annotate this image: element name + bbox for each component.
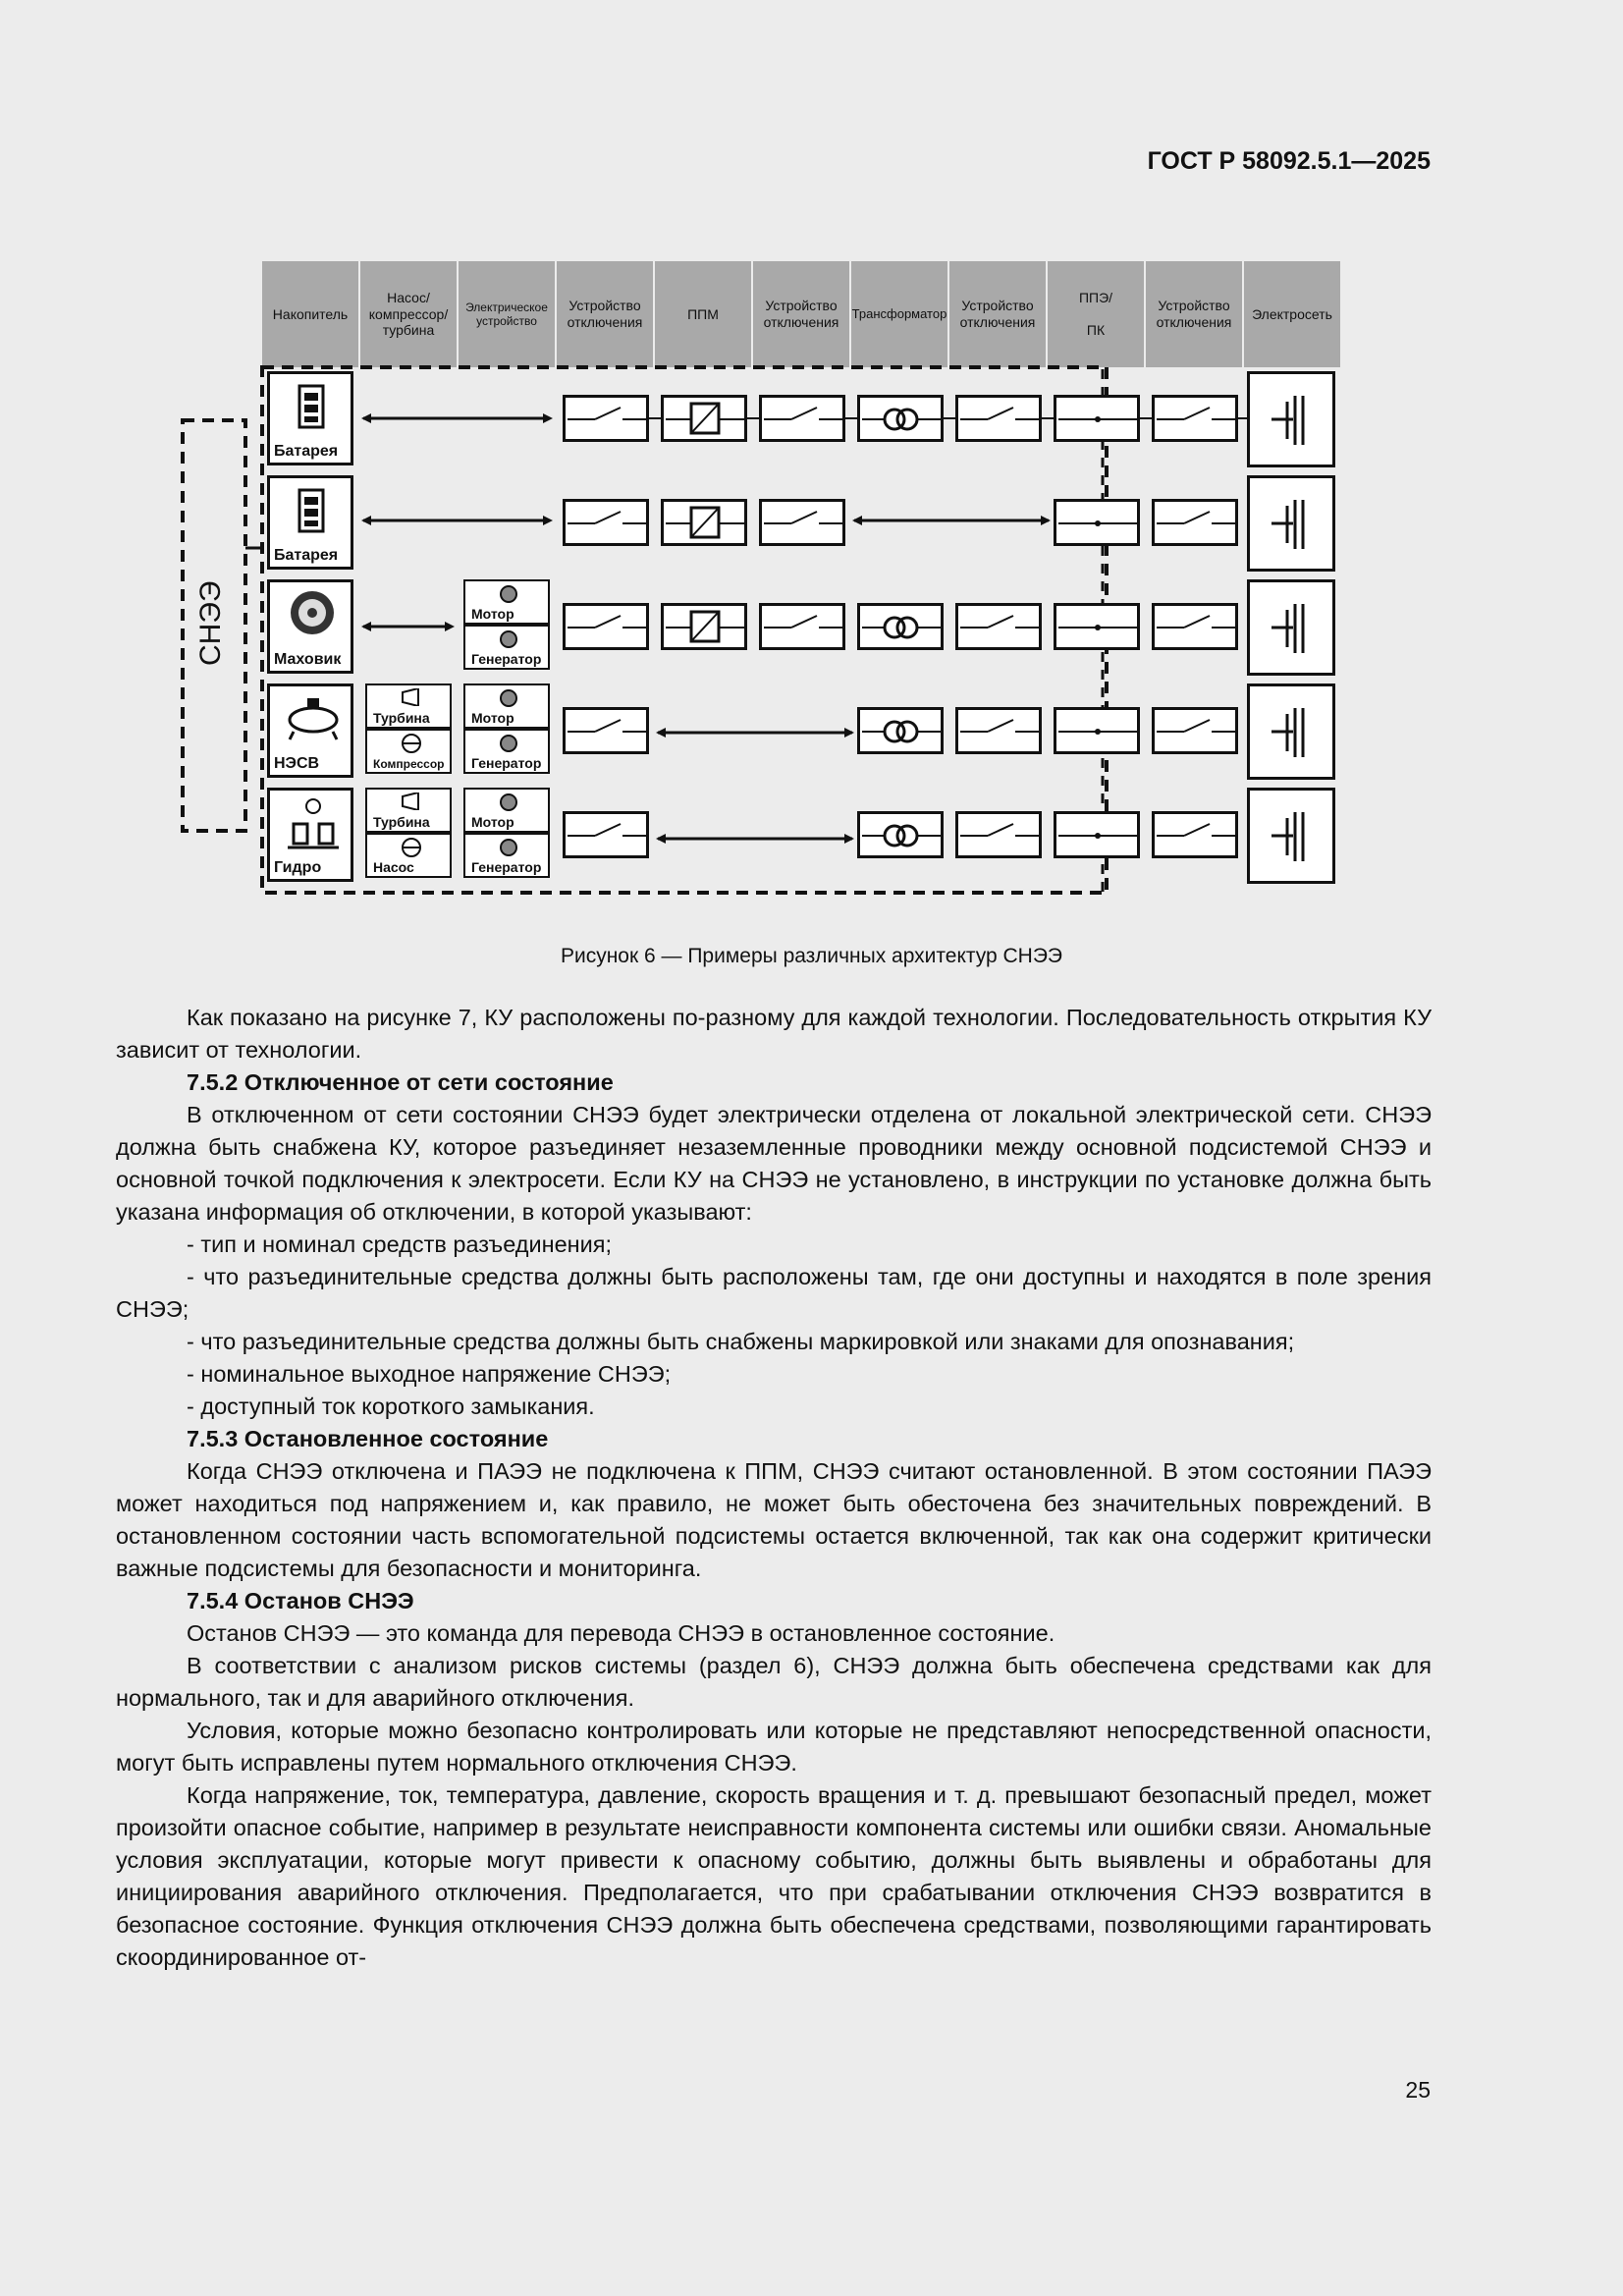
disconnect-switch — [563, 707, 649, 754]
transformer-icon — [860, 398, 943, 441]
page-number: 25 — [1405, 2077, 1431, 2103]
disconnect-switch — [1152, 395, 1238, 442]
list-item: - доступный ток короткого замыкания. — [187, 1394, 595, 1419]
motor-box: Мотор — [463, 683, 550, 729]
ppe-node — [1054, 395, 1140, 442]
col-header-transformer: Трансформатор — [851, 261, 947, 367]
switch-icon — [1056, 606, 1139, 649]
disconnect-switch — [955, 395, 1042, 442]
ppe-node — [1054, 707, 1140, 754]
grid-box-2 — [1247, 475, 1335, 572]
disconnect-switch — [955, 603, 1042, 650]
disconnect-switch — [955, 811, 1042, 858]
switch-icon — [762, 502, 844, 545]
switch-icon — [1056, 814, 1139, 857]
col-header-disconnect-1: Устройство отключения — [557, 261, 653, 367]
power-converter — [661, 395, 747, 442]
disconnect-switch — [759, 499, 845, 546]
architecture-diagram — [175, 253, 1353, 902]
hydro-icon — [284, 796, 343, 855]
paragraph: В соответствии с анализом рисков системы (раздел 6), СНЭЭ должна быть обеспечена средствами как для нормального, так и для аварийного отключения. — [116, 1653, 1432, 1711]
transformer — [857, 811, 944, 858]
paragraph: Останов СНЭЭ — это команда для перевода СНЭЭ в остановленное состояние. — [187, 1620, 1055, 1646]
motor-box: Мотор — [463, 788, 550, 833]
grid-icon — [1271, 812, 1311, 861]
motor-icon — [499, 688, 518, 708]
power-converter — [661, 603, 747, 650]
disconnect-switch — [1152, 811, 1238, 858]
turbine-box: Турбина — [365, 683, 452, 729]
converter-icon — [664, 502, 746, 545]
generator-icon — [499, 838, 518, 857]
section-heading: 7.5.3 Остановленное состояние — [187, 1426, 549, 1451]
col-header-storage: Накопитель — [262, 261, 358, 367]
converter-icon — [664, 606, 746, 649]
section-heading: 7.5.2 Отключенное от сети состояние — [187, 1069, 614, 1095]
transformer — [857, 603, 944, 650]
disconnect-switch — [1152, 499, 1238, 546]
switch-icon — [566, 398, 648, 441]
disconnect-switch — [563, 603, 649, 650]
motor-box: Мотор — [463, 579, 550, 625]
transformer — [857, 707, 944, 754]
disconnect-switch — [1152, 707, 1238, 754]
storage-battery-1: Батарея — [267, 371, 353, 465]
switch-icon — [1155, 398, 1237, 441]
section-heading: 7.5.4 Останов СНЭЭ — [187, 1588, 414, 1613]
switch-icon — [762, 606, 844, 649]
paragraph: Когда СНЭЭ отключена и ПАЭЭ не подключена к ППМ, СНЭЭ считают остановленной. В этом состоянии ПАЭЭ может находиться под напряжением и, как правило, не может быть обесточена без значительных повреждений. В остановленном состоянии часть вспомогательной подсистемы остается включенной, так как она содержит критически важные подсистемы для безопасности и мониторинга. — [116, 1458, 1432, 1581]
transformer — [857, 395, 944, 442]
list-item: - тип и номинал средств разъединения; — [187, 1231, 613, 1257]
air-tank-icon — [284, 692, 343, 741]
grid-icon — [1271, 708, 1311, 757]
grid-icon — [1271, 604, 1311, 653]
grid-icon — [1271, 396, 1311, 445]
switch-icon — [566, 502, 648, 545]
switch-icon — [1155, 710, 1237, 753]
switch-icon — [566, 710, 648, 753]
switch-icon — [958, 606, 1041, 649]
paragraph: В отключенном от сети состоянии СНЭЭ будет электрически отделена от локальной электрической сети. СНЭЭ должна быть снабжена КУ, которое разъединяет незаземленные проводники между основной подсистемой СНЭЭ и основной точкой подключения к электросети. Если КУ на СНЭЭ не установлено, в инструкции по установке должна быть указана информация об отключении, в которой указывают: — [116, 1102, 1432, 1225]
body-text — [116, 1002, 1432, 1974]
battery-icon — [298, 488, 325, 533]
generator-box: Генератор — [463, 833, 550, 878]
switch-icon — [1155, 502, 1237, 545]
turbine-box-2: Турбина — [365, 788, 452, 833]
storage-flywheel: Маховик — [267, 579, 353, 674]
disconnect-switch — [563, 395, 649, 442]
paragraph: Условия, которые можно безопасно контролировать или которые не представляют непосредственной опасности, могут быть исправлены путем нормального отключения СНЭЭ. — [116, 1718, 1432, 1776]
generator-icon — [499, 734, 518, 753]
disconnect-switch — [563, 499, 649, 546]
motor-icon — [499, 793, 518, 812]
disconnect-switch — [955, 707, 1042, 754]
motor-icon — [499, 584, 518, 604]
generator-icon — [499, 629, 518, 649]
paragraph: Когда напряжение, ток, температура, давление, скорость вращения и т. д. превышают безопасный предел, может произойти опасное событие, например в результате неисправности компонента системы или ошибки связи. Аномальные условия эксплуатации, которые могут привести к опасному событию, должны быть выявлены и обработаны для инициирования аварийного отключения. Предполагается, что при срабатывании отключения СНЭЭ возвратится в безопасное состояние. Функция отключения СНЭЭ должна быть обеспечена средствами, позволяющими гарантировать скоординированное от- — [116, 1782, 1432, 1970]
col-header-ppm: ППМ — [655, 261, 751, 367]
ppe-node — [1054, 499, 1140, 546]
transformer-icon — [860, 710, 943, 753]
list-item: - номинальное выходное напряжение СНЭЭ; — [187, 1361, 672, 1387]
disconnect-switch — [759, 603, 845, 650]
grid-box-5 — [1247, 788, 1335, 884]
pump-box: Насос — [365, 833, 452, 878]
switch-icon — [958, 398, 1041, 441]
list-item: - что разъединительные средства должны быть расположены там, где они доступны и находятся в поле зрения СНЭЭ; — [116, 1264, 1432, 1322]
grid-box-4 — [1247, 683, 1335, 780]
turbine-icon — [401, 688, 420, 706]
list-item: - что разъединительные средства должны быть снабжены маркировкой или знаками для опознавания; — [187, 1329, 1295, 1354]
disconnect-switch — [563, 811, 649, 858]
storage-hydro: Гидро — [267, 788, 353, 882]
grid-box-3 — [1247, 579, 1335, 676]
figure-caption: Рисунок 6 — Примеры различных архитектур СНЭЭ — [560, 945, 1063, 967]
col-header-disconnect-3: Устройство отключения — [949, 261, 1046, 367]
compressor-box: Компрессор — [365, 729, 452, 774]
turbine-icon — [401, 793, 420, 810]
switch-icon — [1155, 814, 1237, 857]
storage-caes: НЭСВ — [267, 683, 353, 778]
storage-battery-2: Батарея — [267, 475, 353, 570]
switch-icon — [958, 814, 1041, 857]
transformer-icon — [860, 814, 943, 857]
col-header-electric-device: Электрическое устройство — [459, 261, 555, 367]
switch-icon — [1155, 606, 1237, 649]
switch-icon — [566, 814, 648, 857]
col-header-pump: Насос/ компрессор/ турбина — [360, 261, 457, 367]
generator-box: Генератор — [463, 729, 550, 774]
switch-icon — [1056, 398, 1139, 441]
switch-icon — [762, 398, 844, 441]
generator-box: Генератор — [463, 625, 550, 670]
ppe-node — [1054, 603, 1140, 650]
converter-icon — [664, 398, 746, 441]
switch-icon — [566, 606, 648, 649]
switch-icon — [958, 710, 1041, 753]
col-header-grid: Электросеть — [1244, 261, 1340, 367]
switch-icon — [1056, 502, 1139, 545]
col-header-disconnect-2: Устройство отключения — [753, 261, 849, 367]
disconnect-switch — [1152, 603, 1238, 650]
ppe-node — [1054, 811, 1140, 858]
grid-box-1 — [1247, 371, 1335, 467]
transformer-icon — [860, 606, 943, 649]
flywheel-icon — [288, 588, 337, 637]
compressor-icon — [401, 733, 422, 754]
side-label-snee: СНЭЭ — [194, 580, 227, 666]
document-code: ГОСТ Р 58092.5.1—2025 — [1147, 147, 1431, 175]
compressor-icon — [401, 837, 422, 858]
col-header-disconnect-4: Устройство отключения — [1146, 261, 1242, 367]
col-header-ppe-pk: ППЭ/ ПК — [1048, 261, 1144, 367]
battery-icon — [298, 384, 325, 429]
paragraph: Как показано на рисунке 7, КУ расположены по-разному для каждой технологии. Последовательность открытия КУ зависит от технологии. — [116, 1005, 1432, 1063]
grid-icon — [1271, 500, 1311, 549]
switch-icon — [1056, 710, 1139, 753]
power-converter — [661, 499, 747, 546]
disconnect-switch — [759, 395, 845, 442]
